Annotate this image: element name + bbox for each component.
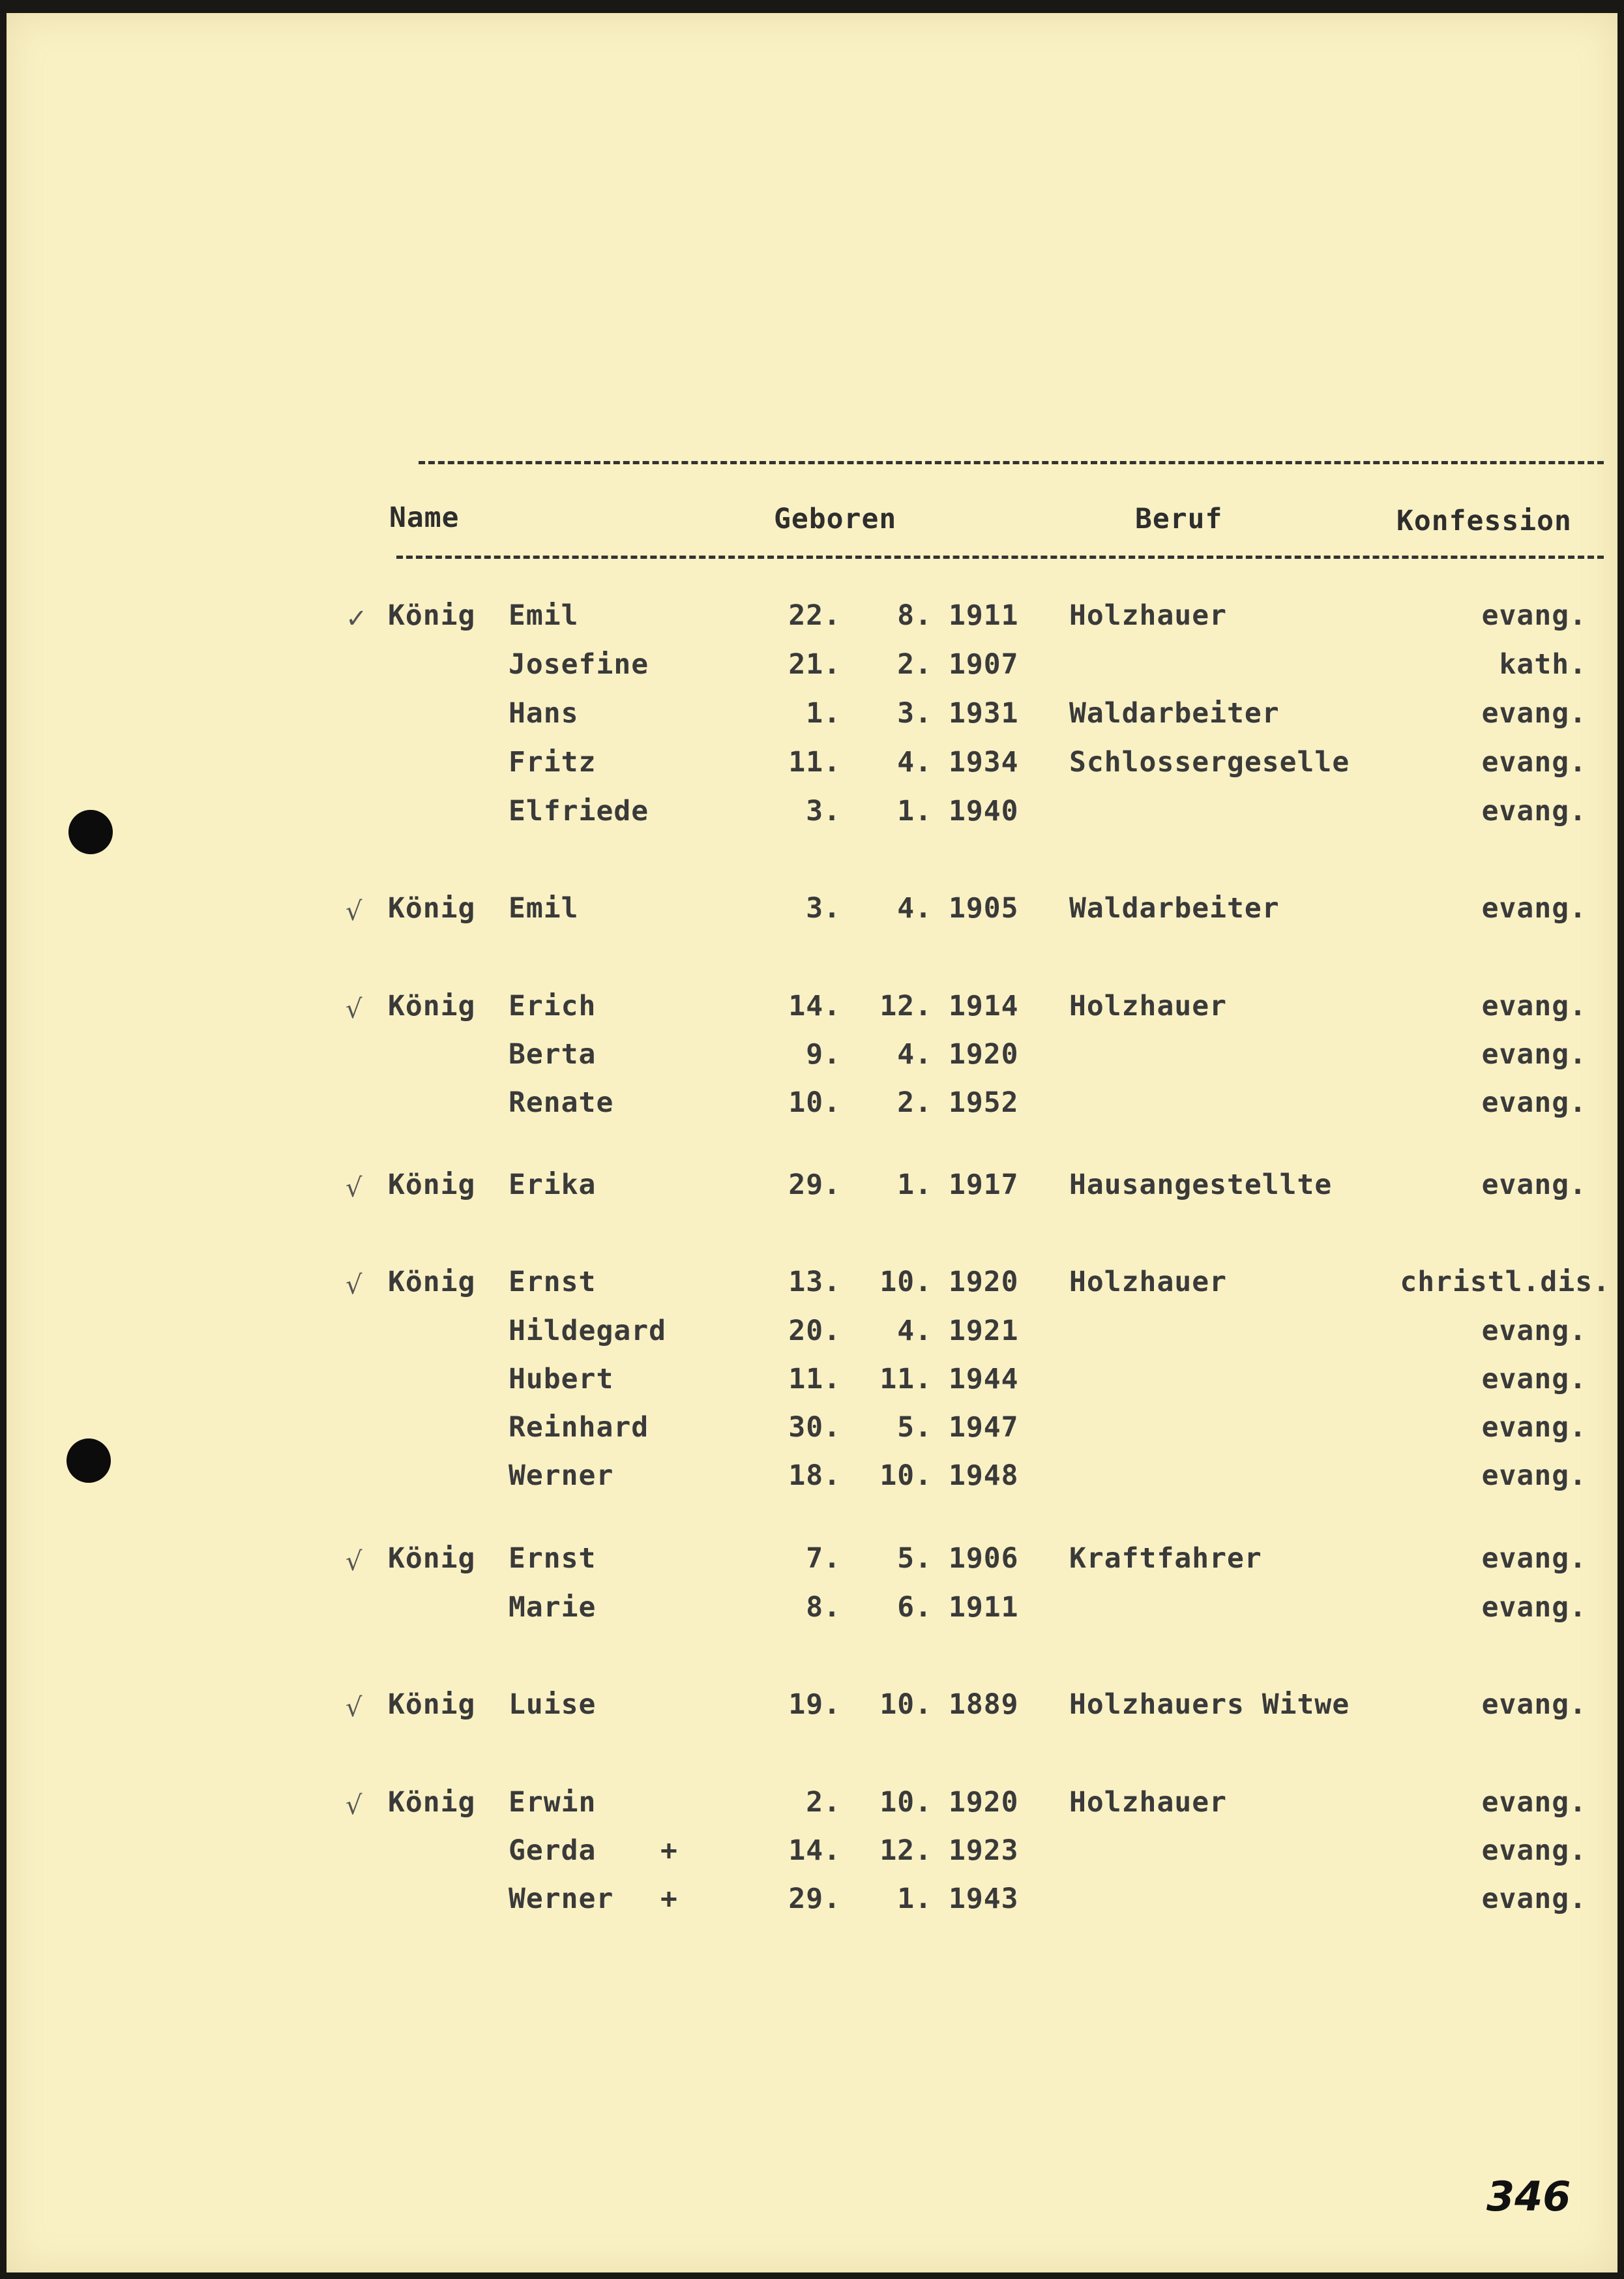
birth-day: 10.	[788, 1086, 841, 1119]
birth-year: 1940	[949, 795, 1019, 827]
first-name: Josefine	[509, 648, 649, 681]
birth-year: 1911	[949, 1591, 1019, 1624]
birth-month: 12.	[879, 1834, 932, 1867]
birth-year: 1911	[949, 599, 1019, 632]
birth-year: 1931	[949, 697, 1019, 730]
check-mark: √	[346, 1693, 362, 1723]
check-mark: √	[346, 1547, 362, 1577]
religion: evang.	[1481, 1591, 1587, 1624]
first-name: Erwin	[509, 1786, 597, 1819]
religion: evang.	[1481, 795, 1587, 827]
religion: evang.	[1481, 1459, 1587, 1492]
religion: evang.	[1481, 599, 1587, 632]
birth-month: 10.	[879, 1688, 932, 1721]
birth-day: 11.	[788, 746, 841, 779]
birth-day: 13.	[788, 1266, 841, 1298]
first-name: Marie	[509, 1591, 597, 1624]
occupation: Kraftfahrer	[1069, 1542, 1262, 1575]
religion: evang.	[1481, 1086, 1587, 1119]
surname: König	[388, 1266, 476, 1298]
religion: evang.	[1481, 1363, 1587, 1395]
birth-day: 18.	[788, 1459, 841, 1492]
first-name: Ernst	[509, 1266, 597, 1298]
first-name: Reinhard	[509, 1411, 649, 1444]
first-name: Hildegard	[509, 1315, 666, 1347]
birth-month: 3.	[897, 697, 932, 730]
first-name: Werner	[509, 1459, 614, 1492]
punch-hole-bottom	[66, 1438, 111, 1483]
occupation: Schlossergeselle	[1069, 746, 1350, 779]
check-mark: √	[346, 994, 362, 1024]
birth-month: 10.	[879, 1266, 932, 1298]
occupation: Holzhauer	[1069, 1266, 1227, 1298]
check-mark: ✓	[346, 604, 368, 634]
surname: König	[388, 599, 476, 632]
birth-year: 1920	[949, 1266, 1019, 1298]
occupation: Waldarbeiter	[1069, 892, 1280, 925]
birth-day: 2.	[806, 1786, 841, 1819]
birth-month: 8.	[897, 599, 932, 632]
birth-month: 11.	[879, 1363, 932, 1395]
first-name: Erika	[509, 1169, 597, 1201]
birth-year: 1943	[949, 1883, 1019, 1915]
check-mark: √	[346, 1270, 362, 1300]
birth-day: 14.	[788, 990, 841, 1022]
birth-month: 10.	[879, 1459, 932, 1492]
first-name: Werner	[509, 1883, 614, 1915]
birth-day: 8.	[806, 1591, 841, 1624]
first-name: Hans	[509, 697, 579, 730]
birth-day: 29.	[788, 1169, 841, 1201]
surname: König	[388, 1169, 476, 1201]
surname: König	[388, 1688, 476, 1721]
birth-month: 4.	[897, 1315, 932, 1347]
birth-month: 12.	[879, 990, 932, 1022]
religion: evang.	[1481, 1786, 1587, 1819]
birth-day: 30.	[788, 1411, 841, 1444]
first-name: Renate	[509, 1086, 614, 1119]
birth-year: 1907	[949, 648, 1019, 681]
check-mark: √	[346, 1791, 362, 1821]
check-mark: √	[346, 1173, 362, 1203]
birth-year: 1920	[949, 1786, 1019, 1819]
birth-year: 1934	[949, 746, 1019, 779]
birth-month: 1.	[897, 1883, 932, 1915]
religion: evang.	[1481, 1834, 1587, 1867]
punch-hole-top	[68, 810, 113, 854]
birth-day: 3.	[806, 892, 841, 925]
birth-year: 1952	[949, 1086, 1019, 1119]
birth-year: 1923	[949, 1834, 1019, 1867]
occupation: Hausangestellte	[1069, 1169, 1333, 1201]
birth-year: 1914	[949, 990, 1019, 1022]
occupation: Waldarbeiter	[1069, 697, 1280, 730]
birth-day: 7.	[806, 1542, 841, 1575]
birth-day: 21.	[788, 648, 841, 681]
surname: König	[388, 1786, 476, 1819]
first-name: Emil	[509, 892, 579, 925]
birth-year: 1948	[949, 1459, 1019, 1492]
document-page	[7, 13, 1617, 2272]
surname: König	[388, 892, 476, 925]
deceased-mark: +	[660, 1834, 678, 1867]
birth-month: 2.	[897, 1086, 932, 1119]
religion: evang.	[1481, 990, 1587, 1022]
birth-month: 4.	[897, 1038, 932, 1071]
religion: evang.	[1481, 1688, 1587, 1721]
religion: evang.	[1481, 1169, 1587, 1201]
deceased-mark: +	[660, 1883, 678, 1915]
birth-day: 19.	[788, 1688, 841, 1721]
religion: evang.	[1481, 1038, 1587, 1071]
header-name: Name	[389, 501, 460, 534]
religion: evang.	[1481, 1542, 1587, 1575]
birth-month: 5.	[897, 1411, 932, 1444]
birth-day: 29.	[788, 1883, 841, 1915]
birth-year: 1944	[949, 1363, 1019, 1395]
birth-month: 1.	[897, 795, 932, 827]
birth-year: 1920	[949, 1038, 1019, 1071]
first-name: Berta	[509, 1038, 597, 1071]
birth-year: 1917	[949, 1169, 1019, 1201]
surname: König	[388, 990, 476, 1022]
birth-month: 1.	[897, 1169, 932, 1201]
page-number: 346	[1486, 2173, 1571, 2220]
first-name: Elfriede	[509, 795, 649, 827]
birth-year: 1905	[949, 892, 1019, 925]
birth-day: 20.	[788, 1315, 841, 1347]
occupation: Holzhauer	[1069, 599, 1227, 632]
birth-month: 6.	[897, 1591, 932, 1624]
occupation: Holzhauers Witwe	[1069, 1688, 1350, 1721]
religion: evang.	[1481, 1315, 1587, 1347]
birth-month: 5.	[897, 1542, 932, 1575]
birth-day: 11.	[788, 1363, 841, 1395]
birth-year: 1906	[949, 1542, 1019, 1575]
religion: evang.	[1481, 697, 1587, 730]
occupation: Holzhauer	[1069, 1786, 1227, 1819]
first-name: Luise	[509, 1688, 597, 1721]
header-born: Geboren	[774, 503, 897, 535]
religion: evang.	[1481, 1411, 1587, 1444]
header-rule-bottom	[396, 556, 1604, 559]
birth-month: 2.	[897, 648, 932, 681]
birth-month: 10.	[879, 1786, 932, 1819]
occupation: Holzhauer	[1069, 990, 1227, 1022]
birth-day: 3.	[806, 795, 841, 827]
first-name: Erich	[509, 990, 597, 1022]
first-name: Fritz	[509, 746, 597, 779]
religion: evang.	[1481, 892, 1587, 925]
header-religion: Konfession	[1396, 505, 1572, 537]
birth-year: 1947	[949, 1411, 1019, 1444]
birth-month: 4.	[897, 892, 932, 925]
first-name: Ernst	[509, 1542, 597, 1575]
religion: christl.dis.	[1400, 1266, 1610, 1298]
birth-day: 9.	[806, 1038, 841, 1071]
first-name: Hubert	[509, 1363, 614, 1395]
surname: König	[388, 1542, 476, 1575]
birth-day: 22.	[788, 599, 841, 632]
first-name: Gerda	[509, 1834, 597, 1867]
header-occupation: Beruf	[1135, 503, 1223, 535]
header-rule-top	[419, 461, 1604, 464]
birth-day: 1.	[806, 697, 841, 730]
religion: evang.	[1481, 746, 1587, 779]
first-name: Emil	[509, 599, 579, 632]
check-mark: √	[346, 897, 362, 927]
birth-day: 14.	[788, 1834, 841, 1867]
religion: evang.	[1481, 1883, 1587, 1915]
birth-year: 1889	[949, 1688, 1019, 1721]
birth-year: 1921	[949, 1315, 1019, 1347]
birth-month: 4.	[897, 746, 932, 779]
religion: kath.	[1499, 648, 1587, 681]
